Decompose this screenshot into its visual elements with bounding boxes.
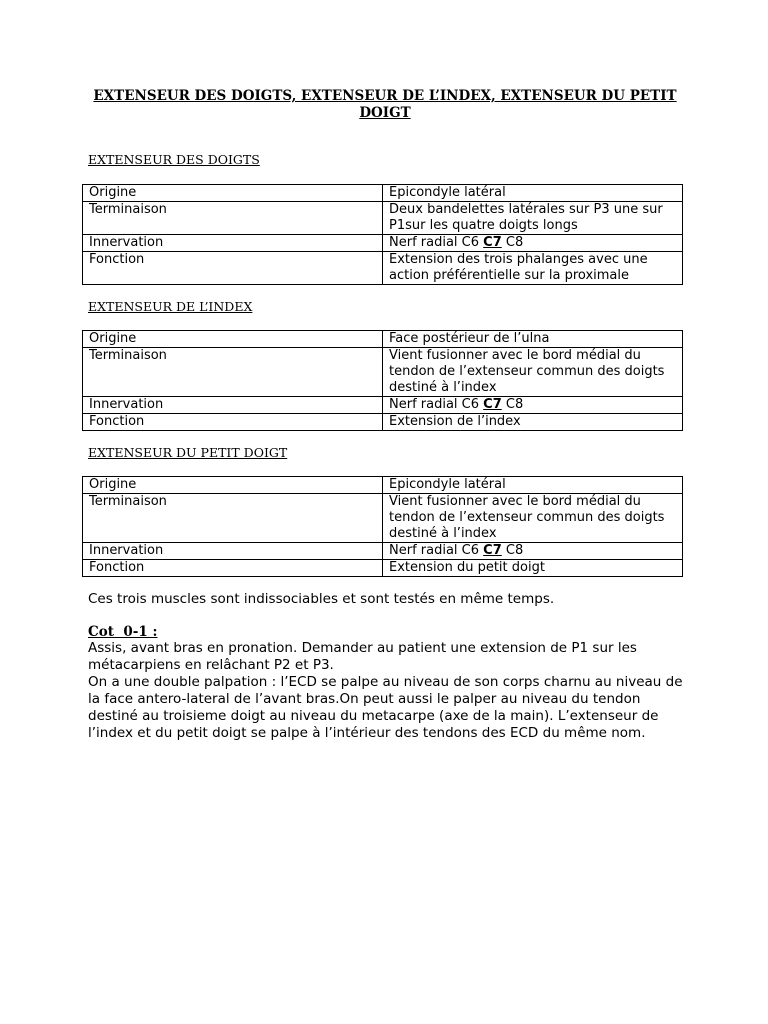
row-label: Terminaison <box>83 202 383 235</box>
row-label: Terminaison <box>83 494 383 543</box>
table-row <box>83 331 683 348</box>
innervation-prefix: Nerf radial C6 <box>389 543 480 558</box>
row-value: Face postérieur de l’ulna <box>383 331 683 348</box>
innervation-prefix: Nerf radial C6 <box>389 235 480 250</box>
cot-heading: Cot 0-1 : <box>88 624 158 640</box>
row-label: Innervation <box>83 235 383 252</box>
table-row <box>83 252 683 285</box>
table-row <box>83 348 683 397</box>
row-label: Fonction <box>83 414 383 431</box>
table-extenseur-de-l-index <box>82 330 683 431</box>
row-label: Origine <box>83 185 383 202</box>
row-value <box>383 397 683 414</box>
table-row <box>83 414 683 431</box>
row-value: Epicondyle latéral <box>383 477 683 494</box>
row-label: Innervation <box>83 397 383 414</box>
innervation-suffix: C8 <box>505 235 524 250</box>
innervation-main-root: C7 <box>483 397 502 412</box>
section-heading-extenseur-des-doigts: EXTENSEUR DES DOIGTS <box>88 152 260 167</box>
innervation-prefix: Nerf radial C6 <box>389 397 480 412</box>
row-label: Terminaison <box>83 348 383 397</box>
row-value: Extension des trois phalanges avec une action préférentielle sur la proximale <box>383 252 683 285</box>
table-extenseur-du-petit-doigt <box>82 476 683 577</box>
row-value <box>383 543 683 560</box>
document-title: EXTENSEUR DES DOIGTS, EXTENSEUR DE L’INDEX, EXTENSEUR DU PETIT DOIGT <box>93 88 677 121</box>
section-heading-extenseur-de-l-index: EXTENSEUR DE L’INDEX <box>88 299 253 314</box>
summary-text: Ces trois muscles sont indissociables et sont testés en même temps. <box>88 591 555 607</box>
innervation-main-root: C7 <box>483 543 502 558</box>
row-value: Vient fusionner avec le bord médial du tendon de l’extenseur commun des doigts destiné à l’index <box>383 494 683 543</box>
row-value <box>383 235 683 252</box>
row-label: Origine <box>83 331 383 348</box>
innervation-suffix: C8 <box>505 397 524 412</box>
row-value: Extension du petit doigt <box>383 560 683 577</box>
innervation-suffix: C8 <box>505 543 524 558</box>
table-row <box>83 235 683 252</box>
cot-palpation-text: On a une double palpation : l’ECD se palpe au niveau de son corps charnu au niveau de la face antero-lateral de l’avant bras.On peut aussi le palper au niveau du tendon destiné au troisieme doigt au niveau du metacarpe (axe de la main). L’extenseur de l’index et du petit doigt se palpe à l’intérieur des tendons des ECD du même nom. <box>88 674 683 741</box>
row-label: Innervation <box>83 543 383 560</box>
table-row <box>83 560 683 577</box>
table-extenseur-des-doigts <box>82 184 683 285</box>
row-value: Extension de l’index <box>383 414 683 431</box>
row-value: Epicondyle latéral <box>383 185 683 202</box>
row-value: Deux bandelettes latérales sur P3 une sur P1sur les quatre doigts longs <box>383 202 683 235</box>
innervation-main-root: C7 <box>483 235 502 250</box>
table-row <box>83 543 683 560</box>
row-label: Fonction <box>83 560 383 577</box>
table-row <box>83 185 683 202</box>
table-row <box>83 477 683 494</box>
section-heading-extenseur-du-petit-doigt: EXTENSEUR DU PETIT DOIGT <box>88 445 288 460</box>
row-value: Vient fusionner avec le bord médial du tendon de l’extenseur commun des doigts destiné à l’index <box>383 348 683 397</box>
table-row <box>83 397 683 414</box>
row-label: Fonction <box>83 252 383 285</box>
table-row <box>83 202 683 235</box>
table-row <box>83 494 683 543</box>
row-label: Origine <box>83 477 383 494</box>
cot-instructions: Assis, avant bras en pronation. Demander au patient une extension de P1 sur les métacarpiens en relâchant P2 et P3. <box>88 640 637 673</box>
